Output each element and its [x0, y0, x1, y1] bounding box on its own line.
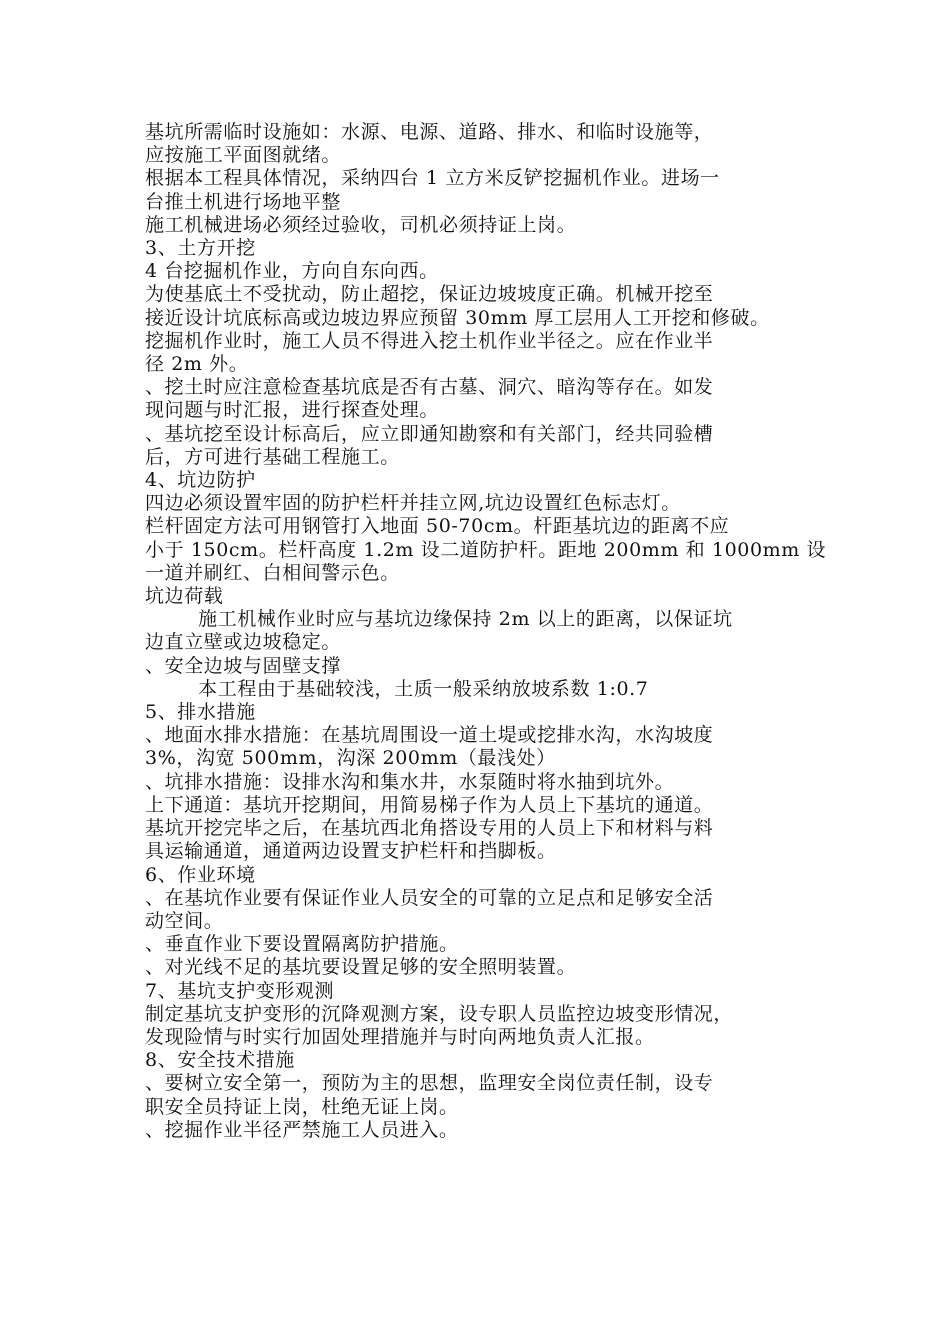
text-line: 、要树立安全第一，预防为主的思想，监理安全岗位责任制，设专: [145, 1072, 714, 1095]
text-line: 施工机械进场必须经过验收，司机必须持证上岗。: [145, 213, 577, 236]
section-heading: 7、基坑支护变形观测: [145, 979, 335, 1002]
subsection-heading: 、安全边坡与固壁支撑: [145, 654, 342, 677]
text-line: 、挖土时应注意检查基坑底是否有古墓、洞穴、暗沟等存在。如发: [145, 376, 714, 399]
text-line: 、在基坑作业要有保证作业人员安全的可靠的立足点和足够安全活: [145, 886, 714, 909]
text-line: 施工机械作业时应与基坑边缘保持 2m 以上的距离，以保证坑: [145, 608, 733, 631]
text-line: 挖掘机作业时，施工人员不得进入挖土机作业半径之。应在作业半: [145, 329, 714, 352]
text-line: 径 2m 外。: [145, 353, 249, 376]
text-line: 应按施工平面图就绪。: [145, 144, 342, 167]
text-line: 一道并刷红、白相间警示色。: [145, 561, 400, 584]
section-heading: 6、作业环境: [145, 863, 256, 886]
text-line: 、地面水排水措施：在基坑周围设一道土堤或挖排水沟，水沟坡度: [145, 724, 714, 747]
text-line: 、垂直作业下要设置隔离防护措施。: [145, 933, 459, 956]
document-body: [145, 121, 825, 1142]
text-line: 四边必须设置牢固的防护栏杆并挂立网,坑边设置红色标志灯。: [145, 492, 681, 515]
text-line: 、对光线不足的基坑要设置足够的安全照明装置。: [145, 956, 577, 979]
text-line: 现问题与时汇报，进行探查处理。: [145, 399, 440, 422]
text-line: 上下通道：基坑开挖期间，用简易梯子作为人员上下基坑的通道。: [145, 793, 714, 816]
text-line: 后，方可进行基础工程施工。: [145, 445, 400, 468]
text-line: 根据本工程具体情况，采纳四台 1 立方米反铲挖掘机作业。进场一: [145, 167, 720, 190]
text-line: 发现险情与时实行加固处理措施并与时向两地负责人汇报。: [145, 1025, 655, 1048]
section-heading: 3、土方开挖: [145, 237, 256, 260]
text-line: 、坑排水措施：设排水沟和集水井，水泵随时将水抽到坑外。: [145, 770, 675, 793]
text-line: 、基坑挖至设计标高后，应立即通知勘察和有关部门，经共同验槽: [145, 422, 714, 445]
text-line: 小于 150cm。栏杆高度 1.2m 设二道防护杆。距地 200mm 和 1000mm 设: [145, 538, 827, 561]
text-line: 栏杆固定方法可用钢管打入地面 50-70cm。杆距基坑边的距离不应: [145, 515, 730, 538]
text-line: 职安全员持证上岗，杜绝无证上岗。: [145, 1095, 459, 1118]
text-line: 边直立壁或边坡稳定。: [145, 631, 342, 654]
text-line: 3%，沟宽 500mm，沟深 200mm（最浅处）: [145, 747, 556, 770]
section-heading: 8、安全技术措施: [145, 1049, 295, 1072]
text-line: 具运输通道，通道两边设置支护栏杆和挡脚板。: [145, 840, 557, 863]
text-line: 本工程由于基础较浅，土质一般采纳放坡系数 1:0.7: [145, 677, 649, 700]
text-line: 为使基底土不受扰动，防止超挖，保证边坡坡度正确。机械开挖至: [145, 283, 714, 306]
text-line: 台推土机进行场地平整: [145, 190, 342, 213]
subsection-heading: 坑边荷载: [145, 585, 224, 608]
text-line: 制定基坑支护变形的沉降观测方案，设专职人员监控边坡变形情况，: [145, 1002, 734, 1025]
text-line: 接近设计坑底标高或边坡边界应预留 30mm 厚工层用人工开挖和修破。: [145, 306, 770, 329]
text-line: 基坑开挖完毕之后，在基坑西北角搭设专用的人员上下和材料与料: [145, 817, 714, 840]
text-line: 4 台挖掘机作业，方向自东向西。: [145, 260, 439, 283]
text-line: 动空间。: [145, 909, 224, 932]
text-line: 、挖掘作业半径严禁施工人员进入。: [145, 1118, 459, 1141]
section-heading: 4、坑边防护: [145, 469, 256, 492]
text-line: 基坑所需临时设施如：水源、电源、道路、排水、和临时设施等，: [145, 121, 714, 143]
section-heading: 5、排水措施: [145, 701, 256, 724]
